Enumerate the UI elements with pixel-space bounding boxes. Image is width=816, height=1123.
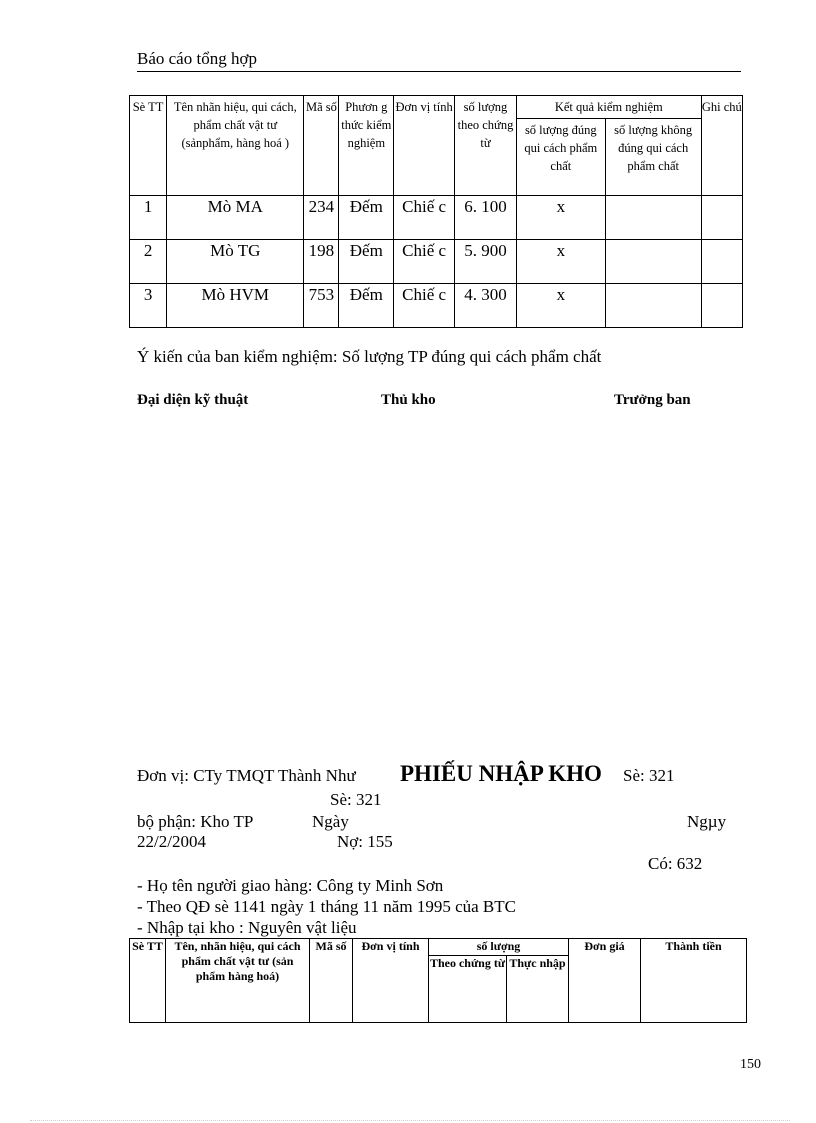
cell-maso: 198 (304, 240, 339, 284)
cell-phuongthuc: Đếm (339, 240, 394, 284)
cell-maso: 753 (304, 284, 339, 328)
cell-donvi: Chiế c (394, 240, 455, 284)
cell-ghichu (701, 240, 742, 284)
receipt-header-theo: Theo chứng từ (429, 956, 507, 1023)
table-row (130, 196, 743, 240)
receipt-ngay-label: Ngày (312, 812, 349, 831)
header-ten: Tên nhãn hiệu, qui cách, phẩm chất vật tư (sảnphẩm, hàng hoá ) (167, 96, 304, 196)
receipt-header-thanhtien: Thành tiền (641, 939, 747, 1023)
receipt-number-inline: Sè: 321 (623, 766, 675, 785)
receipt-bophan: bộ phận: Kho TP (137, 812, 254, 831)
cell-dung: x (516, 196, 605, 240)
receipt-donvi: Đơn vị: CTy TMQT Thành Như (137, 766, 356, 785)
receipt-credit: Có: 632 (648, 854, 703, 873)
receipt-debit: Nợ: 155 (337, 832, 393, 851)
inspection-table (129, 95, 743, 328)
header-ghichu: Ghi chú (701, 96, 742, 196)
page-number: 150 (740, 1057, 761, 1072)
cell-ten: Mò HVM (167, 284, 304, 328)
cell-ghichu (701, 284, 742, 328)
receipt-table (129, 938, 747, 1023)
cell-donvi: Chiế c (394, 196, 455, 240)
inspection-opinion: Ý kiến của ban kiểm nghiệm: Số lượng TP đúng qui cách phẩm chất (137, 347, 602, 366)
page-header-title: Báo cáo tổng hợp (137, 49, 257, 68)
signature-technical: Đại diện kỹ thuật (137, 392, 249, 408)
header-donvi: Đơn vị tính (394, 96, 455, 196)
page-bottom-dots (30, 1120, 790, 1121)
cell-ghichu (701, 196, 742, 240)
cell-stt: 1 (130, 196, 167, 240)
cell-stt: 3 (130, 284, 167, 328)
header-ketqua: Kết quả kiểm nghiệm (516, 96, 701, 119)
receipt-date: 22/2/2004 (137, 832, 206, 851)
cell-phuongthuc: Đếm (339, 284, 394, 328)
header-khongdung: số lượng không đúng qui cách phẩm chất (605, 119, 701, 196)
receipt-header-dongia: Đơn giá (569, 939, 641, 1023)
receipt-warehouse: - Nhập tại kho : Nguyên vật liệu (137, 918, 357, 937)
receipt-header-ten: Tên, nhãn hiệu, qui cách phẩm chất vật tư (sản phẩm hàng hoá) (166, 939, 310, 1023)
signature-storekeeper: Thủ kho (381, 392, 436, 408)
cell-soluong: 5. 900 (455, 240, 517, 284)
signature-head: Trưởng ban (614, 392, 691, 408)
table-row (130, 240, 743, 284)
receipt-header-thuc: Thực nhập (507, 956, 569, 1023)
cell-dung: x (516, 284, 605, 328)
cell-ten: Mò TG (167, 240, 304, 284)
cell-ten: Mò MA (167, 196, 304, 240)
header-phuongthuc: Phươn g thức kiểm nghiệm (339, 96, 394, 196)
header-maso: Mã số (304, 96, 339, 196)
receipt-title: PHIẾU NHẬP KHO (400, 761, 602, 786)
header-dung: số lượng đúng qui cách phẩm chất (516, 119, 605, 196)
receipt-decision: - Theo QĐ sè 1141 ngày 1 tháng 11 năm 1995 của BTC (137, 897, 516, 916)
cell-soluong: 6. 100 (455, 196, 517, 240)
cell-khongdung (605, 196, 701, 240)
receipt-header-maso: Mã số (310, 939, 353, 1023)
cell-maso: 234 (304, 196, 339, 240)
cell-dung: x (516, 240, 605, 284)
cell-khongdung (605, 284, 701, 328)
header-rule (137, 71, 741, 72)
cell-soluong: 4. 300 (455, 284, 517, 328)
receipt-header-soluong: số lượng (429, 939, 569, 956)
receipt-header-stt: Sè TT (130, 939, 166, 1023)
receipt-ngay-right: Ngµy (687, 812, 727, 831)
table-row (130, 284, 743, 328)
cell-stt: 2 (130, 240, 167, 284)
cell-donvi: Chiế c (394, 284, 455, 328)
cell-khongdung (605, 240, 701, 284)
header-stt: Sè TT (130, 96, 167, 196)
receipt-deliverer: - Họ tên người giao hàng: Công ty Minh Sơn (137, 876, 444, 895)
receipt-header-donvi: Đơn vị tính (353, 939, 429, 1023)
cell-phuongthuc: Đếm (339, 196, 394, 240)
header-soluong: số lượng theo chứng từ (455, 96, 517, 196)
receipt-number: Sè: 321 (330, 790, 382, 809)
